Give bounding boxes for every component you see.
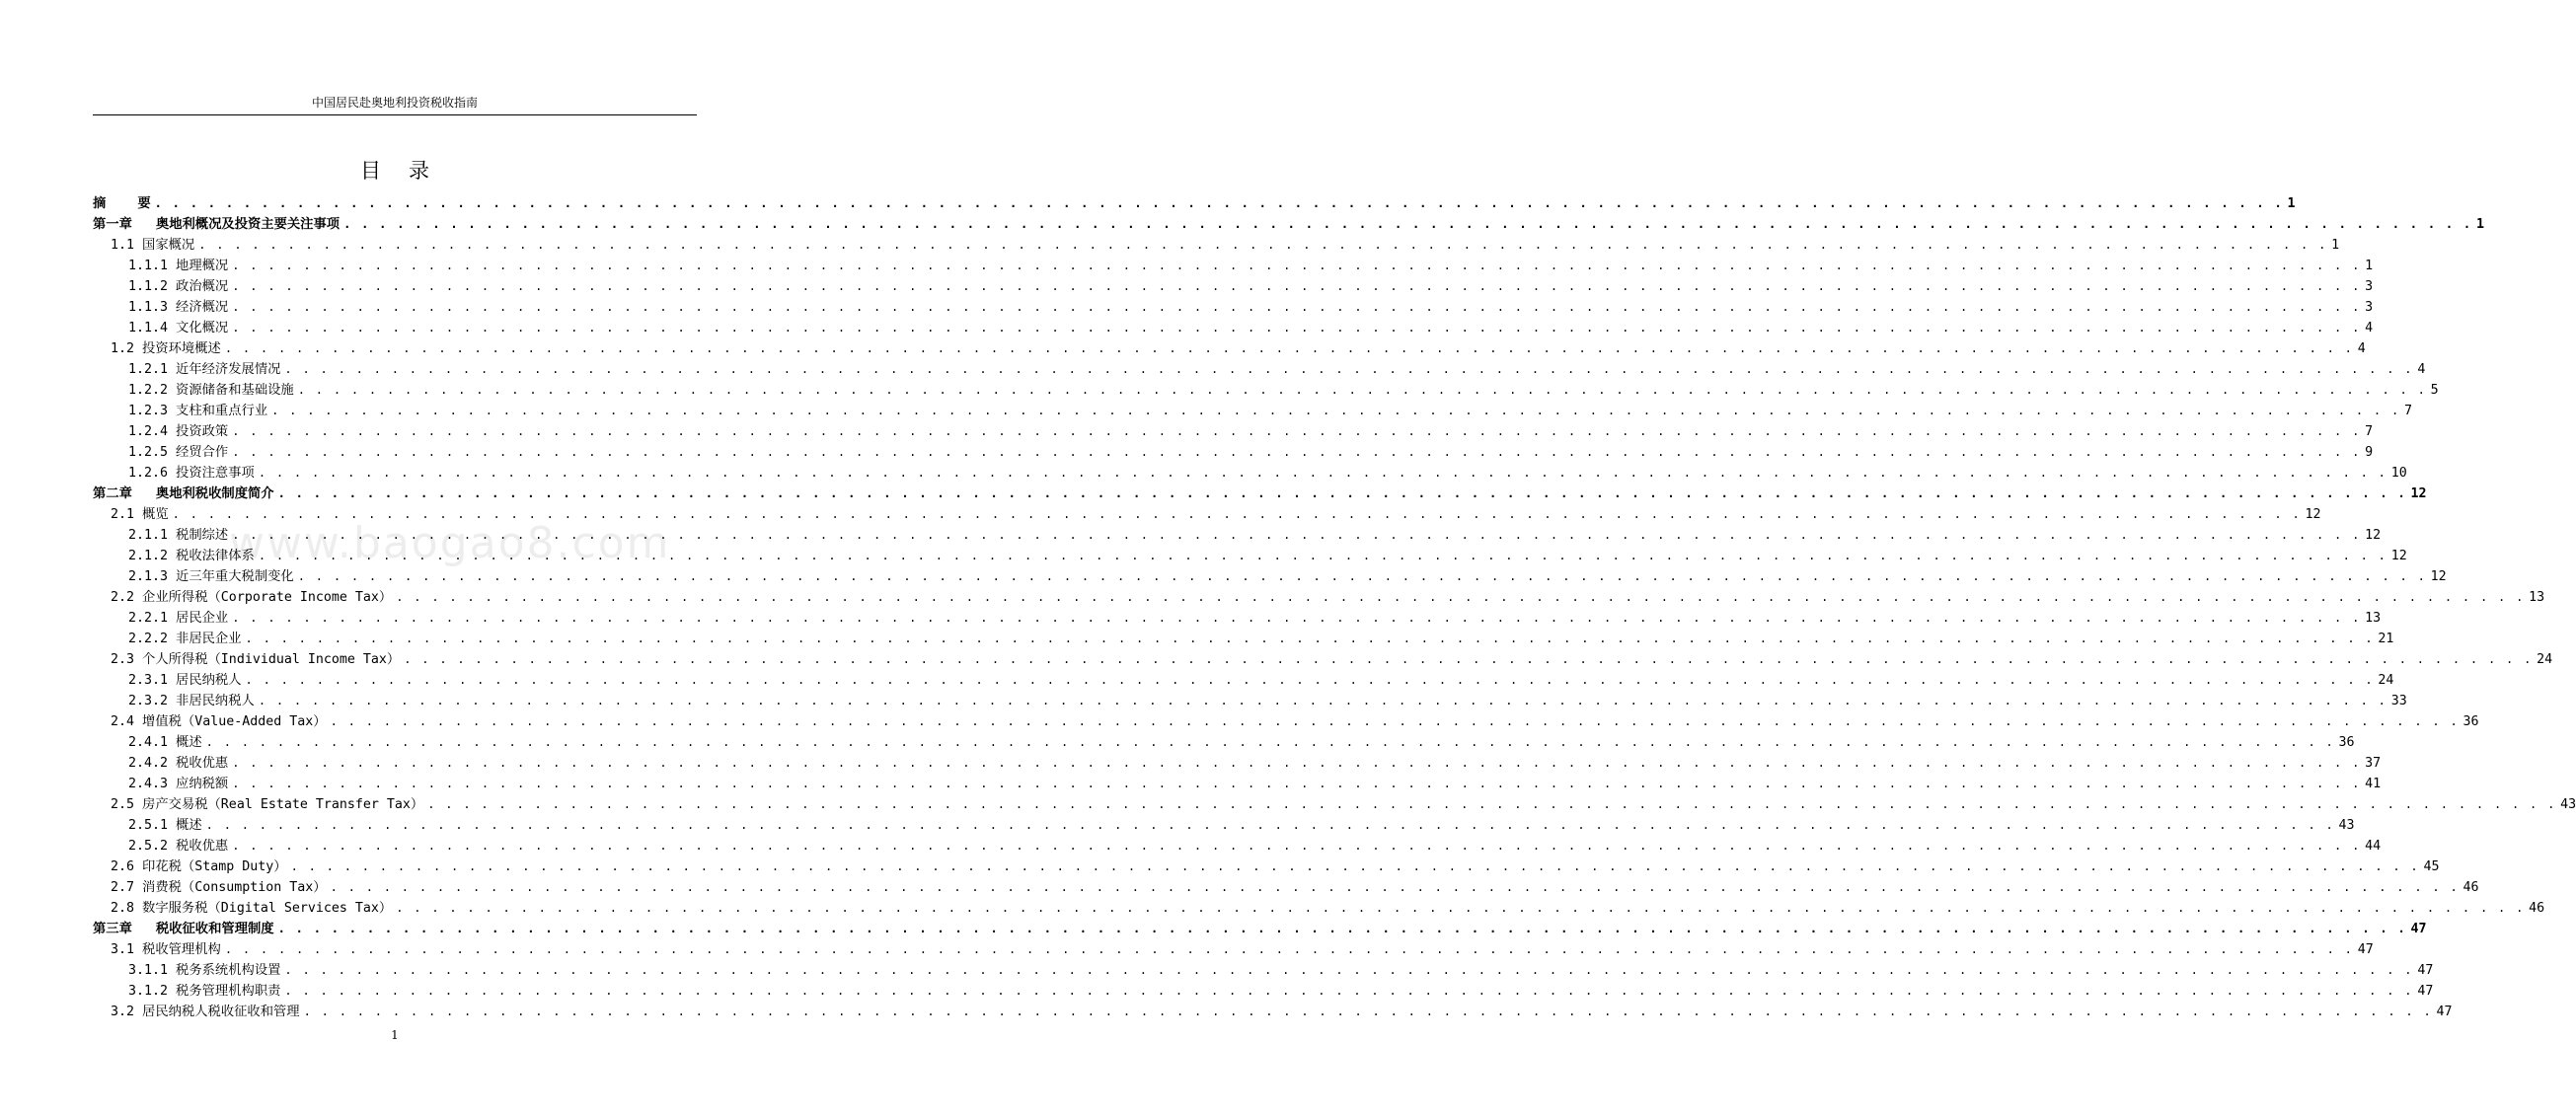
toc-entry-label: 1.1.2 政治概况 (128, 279, 229, 294)
toc-page-number: 1 (2365, 259, 2374, 273)
toc-entry-label: 2.3.2 非居民纳税人 (128, 694, 255, 708)
toc-subsection-entry[interactable] (93, 421, 2374, 442)
toc-section-entry[interactable] (93, 649, 2553, 670)
toc-subsection-entry[interactable] (93, 608, 2382, 629)
toc-subsection-entry[interactable] (93, 566, 2447, 587)
toc-title: 目录 (360, 159, 457, 183)
toc-dot-leader: . . . . . . . . . . . . . . . . . . . . . . . . . . . . . . . . . . . . . . . . . . . . . . . . . . . . . . . . . . . . . . . . . . . . . . . . . . . . . . . . . . . . . . . . . . . . . . . . . . . . . . . . . . . . . . . . . . . . . . . . (154, 196, 2284, 210)
toc-section-entry[interactable] (93, 794, 2576, 815)
toc-entry-label: 第一章 奥地利概况及投资主要关注事项 (93, 217, 341, 232)
toc-page-number: 4 (2417, 362, 2426, 377)
toc-subsection-entry[interactable] (93, 546, 2407, 566)
toc-entry-label: 1.2.5 经贸合作 (128, 445, 229, 460)
toc-page-number: 47 (2417, 984, 2434, 999)
toc-entry-label: 2.3.1 居民纳税人 (128, 673, 242, 688)
toc-dot-leader: . . . . . . . . . . . . . . . . . . . . . . . . . . . . . . . . . . . . . . . . . . . . . . . . . . . . . . . . . . . . . . . . . . . . . . . . . . . . . . . . . . . . . . . . . . . . . . . . . . . . . . . . . . . . . . . . . . . . . . . . (258, 694, 2387, 707)
toc-page-number: 1 (2331, 238, 2340, 253)
toc-section-entry[interactable] (93, 338, 2366, 359)
toc-entry-label: 1.1.3 经济概况 (128, 300, 229, 315)
toc-page-number: 12 (2305, 507, 2321, 522)
toc-dot-leader: . . . . . . . . . . . . . . . . . . . . . . . . . . . . . . . . . . . . . . . . . . . . . . . . . . . . . . . . . . . . . . . . . . . . . . . . . . . . . . . . . . . . . . . . . . . . . . . . . . . . . . . . . . . . . . . . . . . . . . . . (330, 880, 2460, 894)
toc-page-number: 12 (2410, 486, 2427, 501)
toc-subsection-entry[interactable] (93, 463, 2407, 484)
toc-page-number: 46 (2529, 901, 2545, 916)
toc-subsection-entry[interactable] (93, 297, 2374, 318)
toc-dot-leader: . . . . . . . . . . . . . . . . . . . . . . . . . . . . . . . . . . . . . . . . . . . . . . . . . . . . . . . . . . . . . . . . . . . . . . . . . . . . . . . . . . . . . . . . . . . . . . . . . . . . . . . . . . . . . . . . . . . . . . . . (297, 569, 2427, 583)
toc-subsection-entry[interactable] (93, 691, 2407, 711)
toc-section-entry[interactable] (93, 504, 2321, 525)
toc-section-entry[interactable] (93, 1002, 2453, 1022)
toc-section-entry[interactable] (93, 587, 2545, 608)
toc-dot-leader: . . . . . . . . . . . . . . . . . . . . . . . . . . . . . . . . . . . . . . . . . . . . . . . . . . . . . . . . . . . . . . . . . . . . . . . . . . . . . . . . . . . . . . . . . . . . . . . . . . . . . . . . . . . . . . . . . . . . . . . . (258, 466, 2387, 480)
toc-section-entry[interactable] (93, 856, 2440, 877)
toc-page-number: 4 (2357, 341, 2366, 356)
toc-dot-leader: . . . . . . . . . . . . . . . . . . . . . . . . . . . . . . . . . . . . . . . . . . . . . . . . . . . . . . . . . . . . . . . . . . . . . . . . . . . . . . . . . . . . . . . . . . . . . . . . . . . . . . . . . . . . . . . . . . . . . . . . (245, 673, 2375, 687)
toc-entry-label: 2.4.1 概述 (128, 735, 202, 750)
toc-section-entry[interactable] (93, 898, 2545, 919)
toc-page-number: 47 (2436, 1005, 2453, 1019)
toc-dot-leader: . . . . . . . . . . . . . . . . . . . . . . . . . . . . . . . . . . . . . . . . . . . . . . . . . . . . . . . . . . . . . . . . . . . . . . . . . . . . . . . . . . . . . . . . . . . . . . . . . . . . . . . . . . . . . . . . . . . . . . . . (232, 839, 2362, 853)
toc-subsection-entry[interactable] (93, 753, 2382, 774)
toc-section-entry[interactable] (93, 939, 2374, 960)
toc-subsection-entry[interactable] (93, 774, 2382, 794)
toc-page-number: 13 (2365, 611, 2382, 626)
toc-entry-label: 1.1 国家概况 (111, 238, 195, 253)
toc-page-number: 37 (2365, 756, 2382, 771)
page-number: 1 (391, 1028, 399, 1042)
table-of-contents (93, 193, 2576, 1022)
toc-page-number: 5 (2430, 383, 2439, 398)
toc-subsection-entry[interactable] (93, 380, 2439, 401)
toc-entry-label: 1.2.4 投资政策 (128, 424, 229, 439)
toc-chapter-entry[interactable] (93, 193, 2296, 214)
toc-dot-leader: . . . . . . . . . . . . . . . . . . . . . . . . . . . . . . . . . . . . . . . . . . . . . . . . . . . . . . . . . . . . . . . . . . . . . . . . . . . . . . . . . . . . . . . . . . . . . . . . . . . . . . . . . . . . . . . . . . . . . . . . (205, 818, 2335, 832)
toc-entry-label: 1.1.4 文化概况 (128, 321, 229, 335)
toc-entry-label: 2.2.1 居民企业 (128, 611, 229, 626)
toc-entry-label: 第二章 奥地利税收制度简介 (93, 486, 274, 501)
toc-dot-leader: . . . . . . . . . . . . . . . . . . . . . . . . . . . . . . . . . . . . . . . . . . . . . . . . . . . . . . . . . . . . . . . . . . . . . . . . . . . . . . . . . . . . . . . . . . . . . . . . . . . . . . . . . . . . . . . . . . . . . . . . (224, 942, 2354, 956)
toc-page-number: 1 (2475, 217, 2484, 232)
toc-entry-label: 2.1.1 税制综述 (128, 528, 229, 543)
toc-page-number: 7 (2365, 424, 2374, 439)
toc-dot-leader: . . . . . . . . . . . . . . . . . . . . . . . . . . . . . . . . . . . . . . . . . . . . . . . . . . . . . . . . . . . . . . . . . . . . . . . . . . . . . . . . . . . . . . . . . . . . . . . . . . . . . . . . . . . . . . . . . . . . . . . . (284, 984, 2414, 998)
toc-entry-label: 2.6 印花税（Stamp Duty） (111, 859, 287, 874)
toc-entry-label: 2.1.3 近三年重大税制变化 (128, 569, 294, 584)
toc-page-number: 7 (2404, 404, 2413, 418)
toc-page-number: 36 (2338, 735, 2355, 750)
toc-subsection-entry[interactable] (93, 629, 2394, 649)
toc-page-number: 9 (2365, 445, 2374, 460)
toc-page-number: 47 (2417, 963, 2434, 978)
toc-dot-leader: . . . . . . . . . . . . . . . . . . . . . . . . . . . . . . . . . . . . . . . . . . . . . . . . . . . . . . . . . . . . . . . . . . . . . . . . . . . . . . . . . . . . . . . . . . . . . . . . . . . . . . . . . . . . . . . . . . . . . . . . (205, 735, 2335, 749)
toc-page-number: 21 (2378, 632, 2394, 646)
toc-dot-leader: . . . . . . . . . . . . . . . . . . . . . . . . . . . . . . . . . . . . . . . . . . . . . . . . . . . . . . . . . . . . . . . . . . . . . . . . . . . . . . . . . . . . . . . . . . . . . . . . . . . . . . . . . . . . . . . . . . . . . . . . (427, 797, 2557, 811)
toc-page-number: 47 (2357, 942, 2374, 957)
toc-entry-label: 2.4.2 税收优惠 (128, 756, 229, 771)
toc-subsection-entry[interactable] (93, 815, 2355, 836)
toc-subsection-entry[interactable] (93, 525, 2382, 546)
toc-entry-label: 1.2.2 资源储备和基础设施 (128, 383, 294, 398)
toc-dot-leader: . . . . . . . . . . . . . . . . . . . . . . . . . . . . . . . . . . . . . . . . . . . . . . . . . . . . . . . . . . . . . . . . . . . . . . . . . . . . . . . . . . . . . . . . . . . . . . . . . . . . . . . . . . . . . . . . . . . . . . . . (172, 507, 2302, 521)
toc-page-number: 12 (2430, 569, 2447, 584)
toc-dot-leader: . . . . . . . . . . . . . . . . . . . . . . . . . . . . . . . . . . . . . . . . . . . . . . . . . . . . . . . . . . . . . . . . . . . . . . . . . . . . . . . . . . . . . . . . . . . . . . . . . . . . . . . . . . . . . . . . . . . . . . . . (277, 486, 2407, 500)
toc-page-number: 47 (2410, 922, 2427, 936)
toc-dot-leader: . . . . . . . . . . . . . . . . . . . . . . . . . . . . . . . . . . . . . . . . . . . . . . . . . . . . . . . . . . . . . . . . . . . . . . . . . . . . . . . . . . . . . . . . . . . . . . . . . . . . . . . . . . . . . . . . . . . . . . . . (232, 777, 2362, 790)
toc-entry-label: 2.8 数字服务税（Digital Services Tax） (111, 901, 393, 916)
toc-dot-leader: . . . . . . . . . . . . . . . . . . . . . . . . . . . . . . . . . . . . . . . . . . . . . . . . . . . . . . . . . . . . . . . . . . . . . . . . . . . . . . . . . . . . . . . . . . . . . . . . . . . . . . . . . . . . . . . . . . . . . . . . (297, 383, 2427, 397)
toc-subsection-entry[interactable] (93, 359, 2426, 380)
toc-page-number: 24 (2537, 652, 2553, 667)
toc-entry-label: 2.1.2 税收法律体系 (128, 549, 255, 563)
toc-dot-leader: . . . . . . . . . . . . . . . . . . . . . . . . . . . . . . . . . . . . . . . . . . . . . . . . . . . . . . . . . . . . . . . . . . . . . . . . . . . . . . . . . . . . . . . . . . . . . . . . . . . . . . . . . . . . . . . . . . . . . . . . (284, 362, 2414, 376)
toc-dot-leader: . . . . . . . . . . . . . . . . . . . . . . . . . . . . . . . . . . . . . . . . . . . . . . . . . . . . . . . . . . . . . . . . . . . . . . . . . . . . . . . . . . . . . . . . . . . . . . . . . . . . . . . . . . . . . . . . . . . . . . . . (232, 445, 2362, 459)
toc-page-number: 46 (2462, 880, 2479, 895)
toc-section-entry[interactable] (93, 877, 2479, 898)
toc-entry-label: 2.7 消费税（Consumption Tax） (111, 880, 327, 895)
toc-page-number: 13 (2529, 590, 2545, 605)
toc-page-number: 41 (2365, 777, 2382, 791)
toc-chapter-entry[interactable] (93, 919, 2427, 939)
toc-entry-label: 2.1 概览 (111, 507, 169, 522)
toc-dot-leader: . . . . . . . . . . . . . . . . . . . . . . . . . . . . . . . . . . . . . . . . . . . . . . . . . . . . . . . . . . . . . . . . . . . . . . . . . . . . . . . . . . . . . . . . . . . . . . . . . . . . . . . . . . . . . . . . . . . . . . . . (232, 756, 2362, 770)
toc-dot-leader: . . . . . . . . . . . . . . . . . . . . . . . . . . . . . . . . . . . . . . . . . . . . . . . . . . . . . . . . . . . . . . . . . . . . . . . . . . . . . . . . . . . . . . . . . . . . . . . . . . . . . . . . . . . . . . . . . . . . . . . . (330, 714, 2460, 728)
toc-page-number: 10 (2390, 466, 2407, 481)
toc-subsection-entry[interactable] (93, 318, 2374, 338)
toc-section-entry[interactable] (93, 711, 2479, 732)
toc-dot-leader: . . . . . . . . . . . . . . . . . . . . . . . . . . . . . . . . . . . . . . . . . . . . . . . . . . . . . . . . . . . . . . . . . . . . . . . . . . . . . . . . . . . . . . . . . . . . . . . . . . . . . . . . . . . . . . . . . . . . . . . . (284, 963, 2414, 977)
toc-dot-leader: . . . . . . . . . . . . . . . . . . . . . . . . . . . . . . . . . . . . . . . . . . . . . . . . . . . . . . . . . . . . . . . . . . . . . . . . . . . . . . . . . . . . . . . . . . . . . . . . . . . . . . . . . . . . . . . . . . . . . . . . (396, 590, 2526, 604)
toc-entry-label: 2.2.2 非居民企业 (128, 632, 242, 646)
toc-dot-leader: . . . . . . . . . . . . . . . . . . . . . . . . . . . . . . . . . . . . . . . . . . . . . . . . . . . . . . . . . . . . . . . . . . . . . . . . . . . . . . . . . . . . . . . . . . . . . . . . . . . . . . . . . . . . . . . . . . . . . . . . (232, 321, 2362, 335)
toc-entry-label: 2.5.1 概述 (128, 818, 202, 833)
toc-entry-label: 3.1.1 税务系统机构设置 (128, 963, 281, 978)
toc-page-number: 33 (2390, 694, 2407, 708)
toc-entry-label: 2.2 企业所得税（Corporate Income Tax） (111, 590, 393, 605)
toc-dot-leader: . . . . . . . . . . . . . . . . . . . . . . . . . . . . . . . . . . . . . . . . . . . . . . . . . . . . . . . . . . . . . . . . . . . . . . . . . . . . . . . . . . . . . . . . . . . . . . . . . . . . . . . . . . . . . . . . . . . . . . . . (258, 549, 2387, 562)
toc-entry-label: 第三章 税收征收和管理制度 (93, 922, 274, 936)
toc-section-entry[interactable] (93, 235, 2340, 256)
toc-dot-leader: . . . . . . . . . . . . . . . . . . . . . . . . . . . . . . . . . . . . . . . . . . . . . . . . . . . . . . . . . . . . . . . . . . . . . . . . . . . . . . . . . . . . . . . . . . . . . . . . . . . . . . . . . . . . . . . . . . . . . . . . (232, 279, 2362, 293)
toc-entry-label: 3.1.2 税务管理机构职责 (128, 984, 281, 999)
toc-entry-label: 1.2.6 投资注意事项 (128, 466, 255, 481)
toc-subsection-entry[interactable] (93, 836, 2382, 856)
toc-entry-label: 2.4 增值税（Value-Added Tax） (111, 714, 327, 729)
toc-entry-label: 2.3 个人所得税（Individual Income Tax） (111, 652, 401, 667)
toc-dot-leader: . . . . . . . . . . . . . . . . . . . . . . . . . . . . . . . . . . . . . . . . . . . . . . . . . . . . . . . . . . . . . . . . . . . . . . . . . . . . . . . . . . . . . . . . . . . . . . . . . . . . . . . . . . . . . . . . . . . . . . . . (198, 238, 2328, 252)
toc-subsection-entry[interactable] (93, 960, 2434, 981)
toc-dot-leader: . . . . . . . . . . . . . . . . . . . . . . . . . . . . . . . . . . . . . . . . . . . . . . . . . . . . . . . . . . . . . . . . . . . . . . . . . . . . . . . . . . . . . . . . . . . . . . . . . . . . . . . . . . . . . . . . . . . . . . . . (271, 404, 2401, 417)
toc-page-number: 45 (2423, 859, 2440, 874)
toc-entry-label: 3.2 居民纳税人税收征收和管理 (111, 1005, 300, 1019)
toc-dot-leader: . . . . . . . . . . . . . . . . . . . . . . . . . . . . . . . . . . . . . . . . . . . . . . . . . . . . . . . . . . . . . . . . . . . . . . . . . . . . . . . . . . . . . . . . . . . . . . . . . . . . . . . . . . . . . . . . . . . . . . . . (343, 217, 2472, 231)
toc-entry-label: 1.2.1 近年经济发展情况 (128, 362, 281, 377)
toc-page-number: 12 (2390, 549, 2407, 563)
toc-chapter-entry[interactable] (93, 484, 2427, 504)
header-rule (93, 114, 697, 115)
toc-subsection-entry[interactable] (93, 732, 2355, 753)
toc-dot-leader: . . . . . . . . . . . . . . . . . . . . . . . . . . . . . . . . . . . . . . . . . . . . . . . . . . . . . . . . . . . . . . . . . . . . . . . . . . . . . . . . . . . . . . . . . . . . . . . . . . . . . . . . . . . . . . . . . . . . . . . . (232, 300, 2362, 314)
toc-subsection-entry[interactable] (93, 276, 2374, 297)
toc-entry-label: 2.5.2 税收优惠 (128, 839, 229, 854)
toc-page-number: 43 (2338, 818, 2355, 833)
toc-subsection-entry[interactable] (93, 981, 2434, 1002)
toc-dot-leader: . . . . . . . . . . . . . . . . . . . . . . . . . . . . . . . . . . . . . . . . . . . . . . . . . . . . . . . . . . . . . . . . . . . . . . . . . . . . . . . . . . . . . . . . . . . . . . . . . . . . . . . . . . . . . . . . . . . . . . . . (277, 922, 2407, 935)
toc-entry-label: 1.1.1 地理概况 (128, 259, 229, 273)
running-header: 中国居民赴奥地利投资税收指南 (311, 96, 478, 110)
toc-dot-leader: . . . . . . . . . . . . . . . . . . . . . . . . . . . . . . . . . . . . . . . . . . . . . . . . . . . . . . . . . . . . . . . . . . . . . . . . . . . . . . . . . . . . . . . . . . . . . . . . . . . . . . . . . . . . . . . . . . . . . . . . (232, 528, 2362, 542)
toc-subsection-entry[interactable] (93, 256, 2374, 276)
toc-page-number: 36 (2462, 714, 2479, 729)
toc-page-number: 3 (2365, 300, 2374, 315)
toc-dot-leader: . . . . . . . . . . . . . . . . . . . . . . . . . . . . . . . . . . . . . . . . . . . . . . . . . . . . . . . . . . . . . . . . . . . . . . . . . . . . . . . . . . . . . . . . . . . . . . . . . . . . . . . . . . . . . . . . . . . . . . . . (290, 859, 2420, 873)
toc-subsection-entry[interactable] (93, 401, 2413, 421)
toc-dot-leader: . . . . . . . . . . . . . . . . . . . . . . . . . . . . . . . . . . . . . . . . . . . . . . . . . . . . . . . . . . . . . . . . . . . . . . . . . . . . . . . . . . . . . . . . . . . . . . . . . . . . . . . . . . . . . . . . . . . . . . . . (224, 341, 2354, 355)
toc-page-number: 24 (2378, 673, 2394, 688)
toc-dot-leader: . . . . . . . . . . . . . . . . . . . . . . . . . . . . . . . . . . . . . . . . . . . . . . . . . . . . . . . . . . . . . . . . . . . . . . . . . . . . . . . . . . . . . . . . . . . . . . . . . . . . . . . . . . . . . . . . . . . . . . . . (396, 901, 2526, 915)
toc-dot-leader: . . . . . . . . . . . . . . . . . . . . . . . . . . . . . . . . . . . . . . . . . . . . . . . . . . . . . . . . . . . . . . . . . . . . . . . . . . . . . . . . . . . . . . . . . . . . . . . . . . . . . . . . . . . . . . . . . . . . . . . . (303, 1005, 2433, 1018)
toc-page-number: 44 (2365, 839, 2382, 854)
toc-page-number: 4 (2365, 321, 2374, 335)
toc-dot-leader: . . . . . . . . . . . . . . . . . . . . . . . . . . . . . . . . . . . . . . . . . . . . . . . . . . . . . . . . . . . . . . . . . . . . . . . . . . . . . . . . . . . . . . . . . . . . . . . . . . . . . . . . . . . . . . . . . . . . . . . . (245, 632, 2375, 645)
toc-chapter-entry[interactable] (93, 214, 2484, 235)
watermark: www.baogao8.com (229, 518, 671, 568)
toc-page-number: 12 (2365, 528, 2382, 543)
toc-entry-label: 1.2.3 支柱和重点行业 (128, 404, 268, 418)
toc-entry-label: 2.4.3 应纳税额 (128, 777, 229, 791)
toc-subsection-entry[interactable] (93, 670, 2394, 691)
toc-page-number: 1 (2287, 196, 2296, 211)
toc-page-number: 43 (2560, 797, 2576, 812)
toc-dot-leader: . . . . . . . . . . . . . . . . . . . . . . . . . . . . . . . . . . . . . . . . . . . . . . . . . . . . . . . . . . . . . . . . . . . . . . . . . . . . . . . . . . . . . . . . . . . . . . . . . . . . . . . . . . . . . . . . . . . . . . . . (232, 424, 2362, 438)
toc-dot-leader: . . . . . . . . . . . . . . . . . . . . . . . . . . . . . . . . . . . . . . . . . . . . . . . . . . . . . . . . . . . . . . . . . . . . . . . . . . . . . . . . . . . . . . . . . . . . . . . . . . . . . . . . . . . . . . . . . . . . . . . . (404, 652, 2534, 666)
toc-dot-leader: . . . . . . . . . . . . . . . . . . . . . . . . . . . . . . . . . . . . . . . . . . . . . . . . . . . . . . . . . . . . . . . . . . . . . . . . . . . . . . . . . . . . . . . . . . . . . . . . . . . . . . . . . . . . . . . . . . . . . . . . (232, 611, 2362, 625)
toc-dot-leader: . . . . . . . . . . . . . . . . . . . . . . . . . . . . . . . . . . . . . . . . . . . . . . . . . . . . . . . . . . . . . . . . . . . . . . . . . . . . . . . . . . . . . . . . . . . . . . . . . . . . . . . . . . . . . . . . . . . . . . . . (232, 259, 2362, 272)
toc-page-number: 3 (2365, 279, 2374, 294)
toc-entry-label: 2.5 房产交易税（Real Estate Transfer Tax） (111, 797, 424, 812)
toc-entry-label: 摘 要 (93, 196, 151, 211)
toc-entry-label: 3.1 税收管理机构 (111, 942, 221, 957)
toc-entry-label: 1.2 投资环境概述 (111, 341, 221, 356)
toc-subsection-entry[interactable] (93, 442, 2374, 463)
